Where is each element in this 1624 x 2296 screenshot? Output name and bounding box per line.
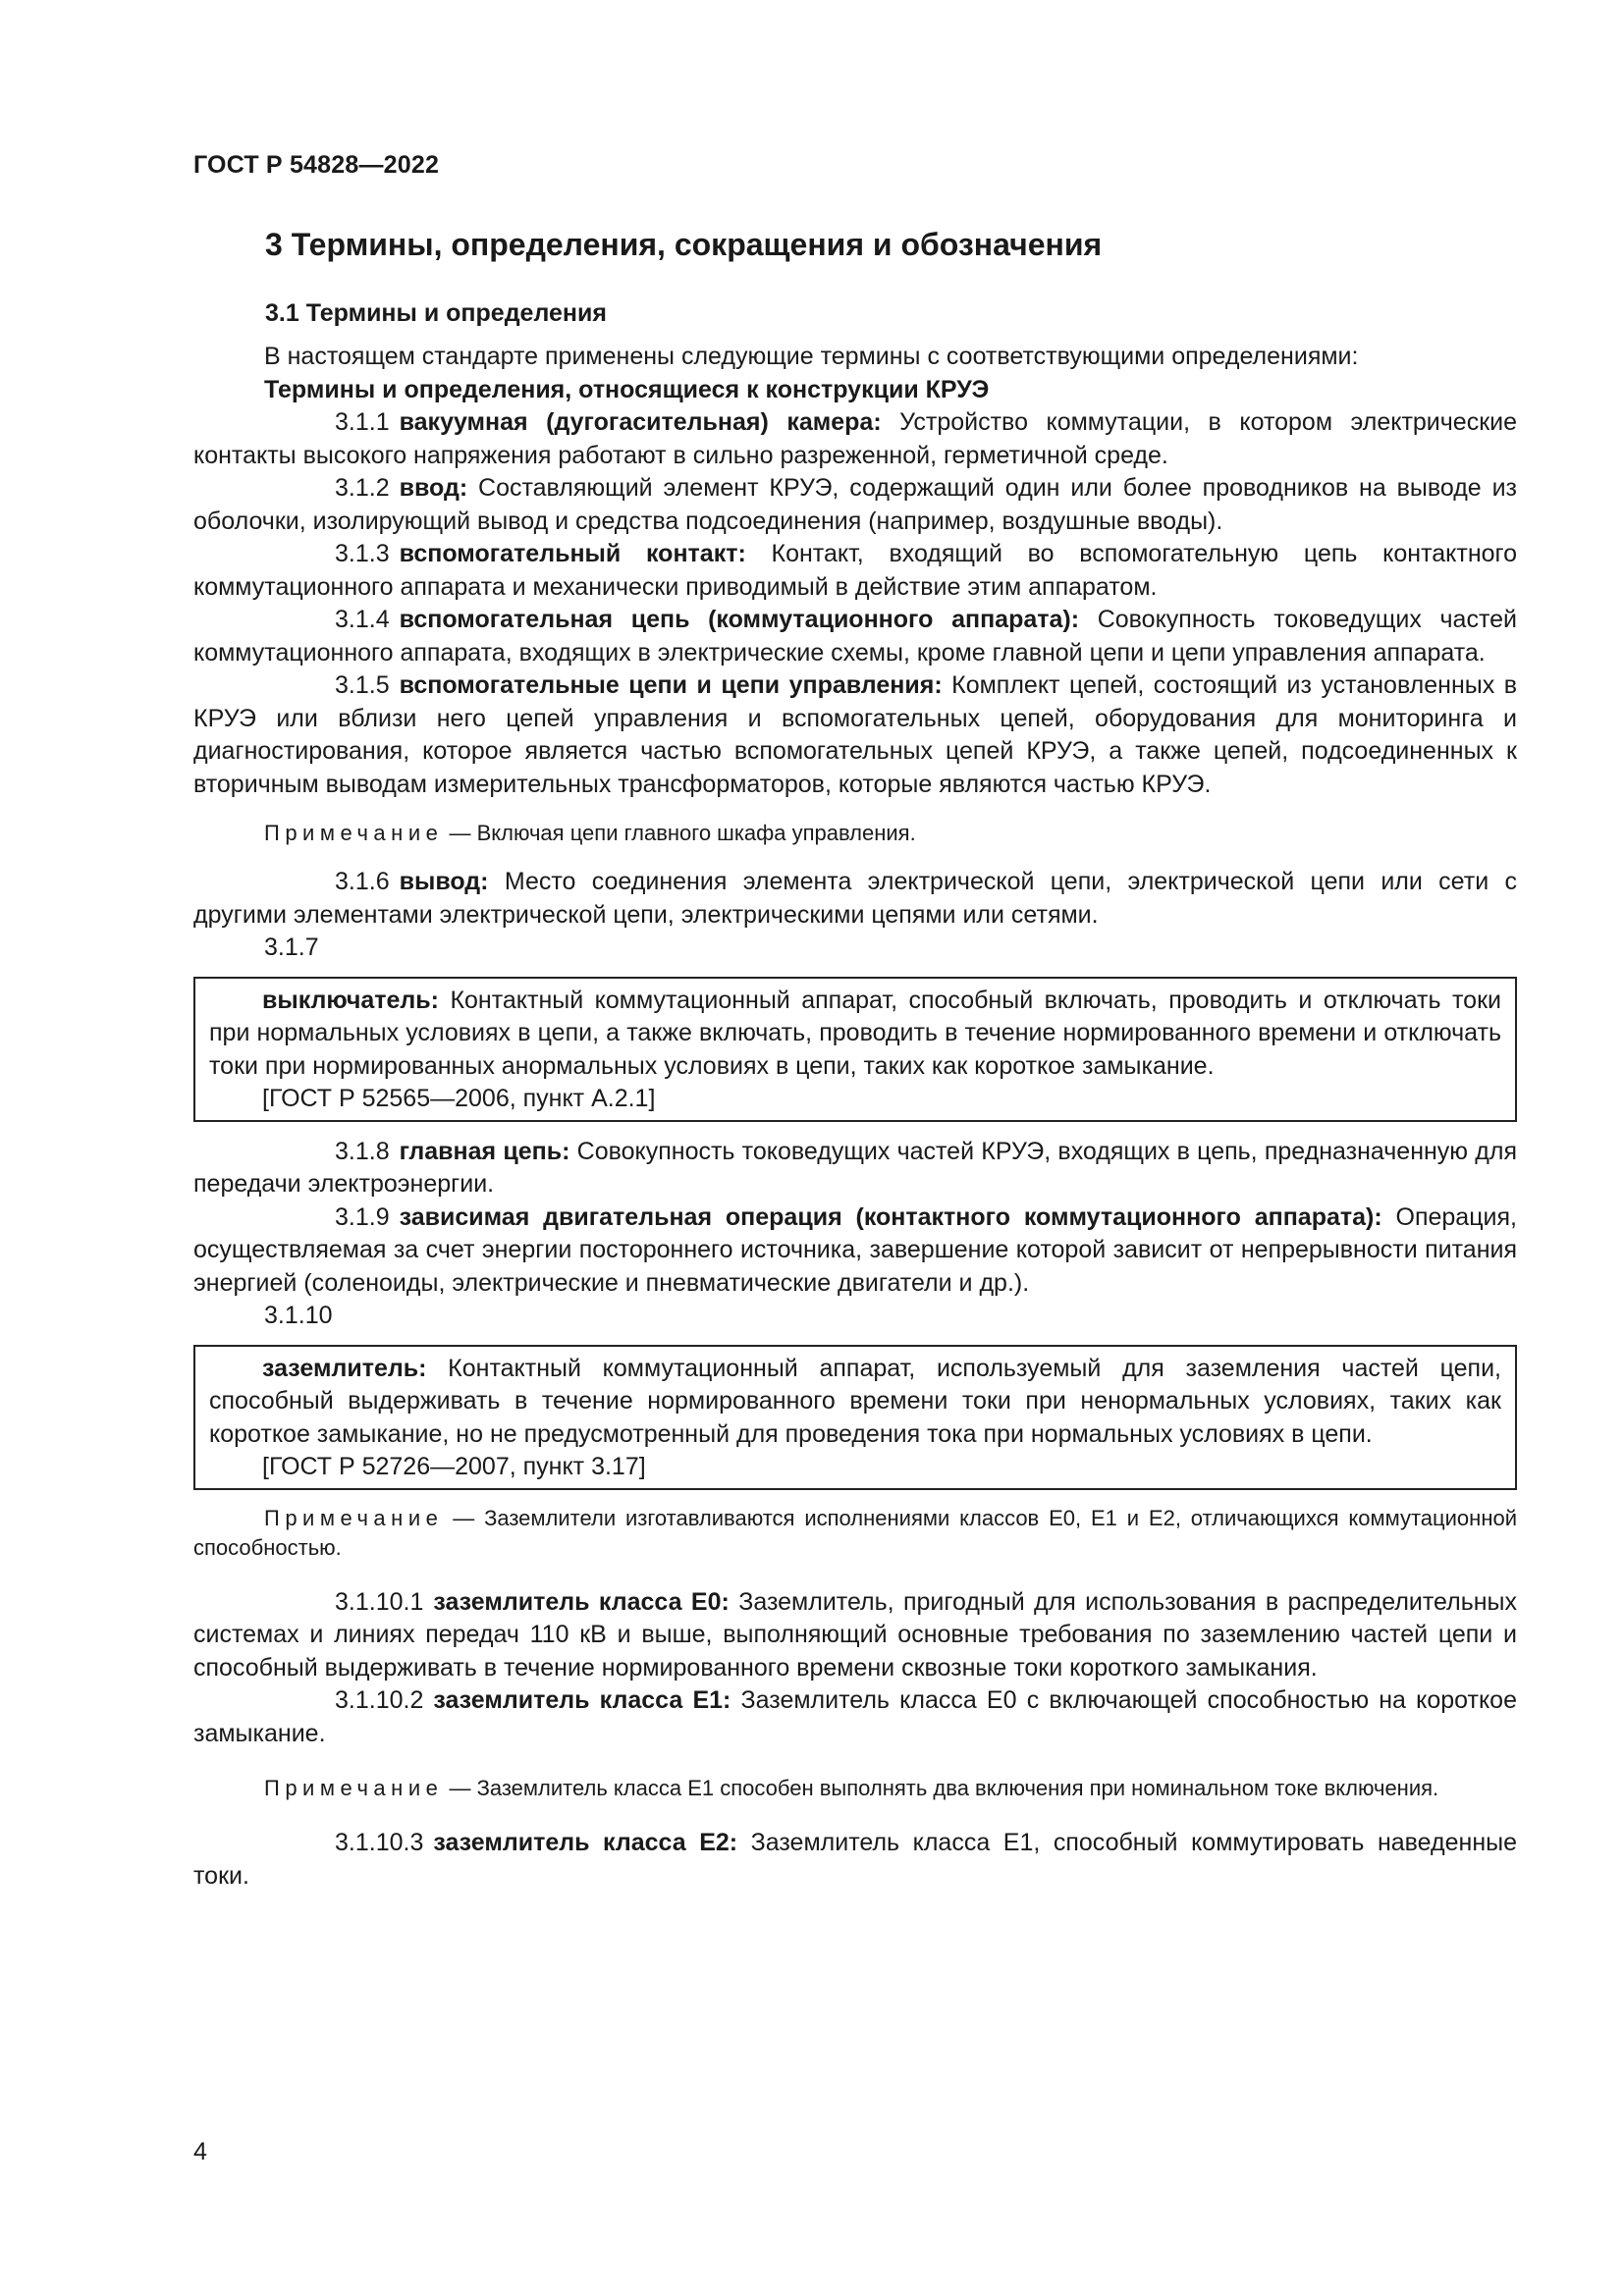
term-definition: Операция, осуществляемая за счет энергии постороннего источника, завершение которой зависит от непрерывности питания энергией (соленоиды, электрические и пневматические двигатели и др.).: [193, 1202, 1517, 1297]
term-entry: [193, 1827, 1517, 1893]
term-definition: Заземлитель, пригодный для использования в распределительных системах и линиях передач 110 кВ и выше, выполняющий основные требования по заземлению частей цепи и способный выдерживать в течение нормированного времени сквозные токи короткого замыкания.: [193, 1587, 1517, 1682]
term-name: заземлитель класса Е0:: [433, 1587, 730, 1616]
term-number: 3.1.1: [335, 408, 390, 436]
term-name: зависимая двигательная операция (контактного коммутационного аппарата):: [399, 1202, 1382, 1231]
term-name: заземлитель:: [262, 1354, 427, 1382]
term-number: 3.1.6: [335, 868, 390, 895]
note-label: Примечание: [264, 1505, 444, 1530]
term-definition: Контактный коммутационный аппарат, используемый для заземления частей цепи, способный выдерживать в течение нормированного времени токи при ненормальных условиях, таких как короткое замыкание, но не предусмотренный для проведения тока при нормальных условиях в цепи.: [209, 1354, 1501, 1448]
term-name: вспомогательные цепи и цепи управления:: [399, 671, 943, 699]
term-definition: Совокупность токоведущих частей КРУЭ, входящих в цепь, предназначенную для передачи электроэнергии.: [193, 1137, 1517, 1198]
term-entry: [193, 1136, 1517, 1201]
term-number: 3.1.7: [264, 934, 319, 961]
note-label: Примечание: [264, 821, 444, 845]
note-text: — Заземлители изготавливаются исполнениями классов Е0, Е1 и Е2, отличающихся коммутационной способностью.: [193, 1505, 1517, 1560]
term-number: 3.1.10: [264, 1302, 333, 1329]
term-entry: [193, 406, 1517, 472]
note: [193, 1774, 1517, 1803]
quoted-term-box: [193, 977, 1517, 1122]
term-definition: Заземлитель класса Е1, способный коммутировать наведенные токи.: [193, 1829, 1517, 1890]
term-source: [ГОСТ Р 52726—2007, пункт 3.17]: [262, 1453, 646, 1480]
term-definition: Заземлитель класса Е0 с включающей способностью на короткое замыкание.: [193, 1686, 1517, 1747]
page-number: 4: [193, 2138, 207, 2165]
term-definition: Комплект цепей, состоящий из установленных в КРУЭ или вблизи него цепей управления и вспомогательных цепей, оборудования для мониторинга и диагностирования, которое является частью вспомогательных цепей КРУЭ, а также цепей, подсоединенных к вторичным выводам измерительных трансформаторов, которые являются частью КРУЭ.: [193, 671, 1517, 798]
term-definition: Контактный коммутационный аппарат, способный включать, проводить и отключать токи при нормальных условиях в цепи, а также включать, проводить в течение нормированного времени и отключать токи при нормированных анормальных условиях в цепи, таких как короткое замыкание.: [209, 986, 1501, 1080]
subsection-title: 3.1 Термины и определения: [265, 299, 607, 327]
term-entry: [193, 1684, 1517, 1750]
term-definition: Составляющий элемент КРУЭ, содержащий один или более проводников на выводе из оболочки, изолирующий вывод и средства подсоединения (например, воздушные вводы).: [193, 474, 1517, 535]
note-text: — Заземлитель класса Е1 способен выполнять два включения при номинальном токе включения.: [443, 1776, 1439, 1800]
term-entry: [193, 866, 1517, 932]
term-name: вывод:: [399, 868, 489, 895]
term-name: главная цепь:: [399, 1137, 570, 1165]
term-number: 3.1.2: [335, 474, 390, 502]
term-number: 3.1.8: [335, 1137, 390, 1165]
term-name: ввод:: [399, 474, 468, 502]
section-title: 3 Термины, определения, сокращения и обозначения: [265, 227, 1103, 262]
note: [193, 819, 1517, 848]
term-name: выключатель:: [262, 986, 439, 1014]
content-body: [193, 341, 1517, 1893]
term-number: 3.1.10.2: [335, 1686, 424, 1714]
term-number: 3.1.3: [335, 540, 390, 567]
term-entry: [193, 669, 1517, 801]
term-definition: Место соединения элемента электрической цепи, электрической цепи или сети с другими элементами электрической цепи, электрическими цепями или сетями.: [193, 868, 1517, 929]
term-definition: Устройство коммутации, в котором электрические контакты высокого напряжения работают в сильно разреженной, герметичной среде.: [193, 408, 1517, 469]
note: [193, 1504, 1517, 1563]
term-number: 3.1.4: [335, 606, 390, 633]
term-entry: [193, 538, 1517, 604]
term-number: 3.1.5: [335, 671, 390, 699]
intro-text: В настоящем стандарте применены следующие термины с соответствующими определениями:: [264, 343, 1359, 370]
term-source: [ГОСТ Р 52565—2006, пункт А.2.1]: [262, 1085, 656, 1112]
term-number: 3.1.10.3: [335, 1829, 424, 1856]
term-entry: [209, 1353, 1501, 1452]
term-number: 3.1.10.1: [335, 1587, 424, 1616]
term-entry: [209, 985, 1501, 1084]
term-entry: [193, 604, 1517, 669]
note-label: Примечание: [264, 1776, 444, 1800]
group-title: Термины и определения, относящиеся к конструкции КРУЭ: [264, 375, 990, 403]
term-entry: [193, 1201, 1517, 1301]
note-text: — Включая цепи главного шкафа управления.: [443, 821, 916, 845]
term-name: вспомогательный контакт:: [399, 540, 746, 567]
term-number: 3.1.9: [335, 1202, 390, 1231]
term-name: вакуумная (дугогасительная) камера:: [399, 408, 882, 436]
term-name: заземлитель класса Е1:: [433, 1686, 731, 1714]
term-definition: Совокупность токоведущих частей коммутационного аппарата, входящих в электрические схемы, кроме главной цепи и цепи управления аппарата.: [193, 606, 1517, 667]
term-name: вспомогательная цепь (коммутационного аппарата):: [399, 606, 1080, 633]
document-header: ГОСТ Р 54828—2022: [193, 151, 440, 179]
term-entry: [193, 1586, 1517, 1685]
term-entry: [193, 472, 1517, 538]
quoted-term-box: [193, 1345, 1517, 1490]
term-definition: Контакт, входящий во вспомогательную цепь контактного коммутационного аппарата и механически приводимый в действие этим аппаратом.: [193, 540, 1517, 601]
term-name: заземлитель класса Е2:: [433, 1829, 738, 1856]
